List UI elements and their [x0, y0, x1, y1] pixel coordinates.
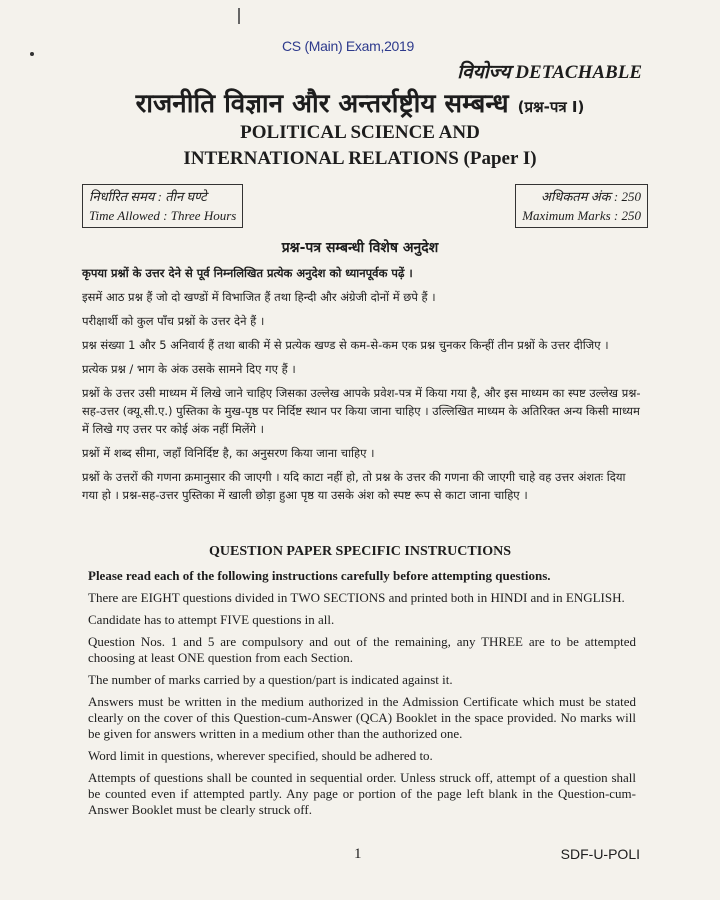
punch-dot [30, 52, 34, 56]
time-allowed-box [82, 184, 243, 228]
english-instruction: Question Nos. 1 and 5 are compulsory and out of the remaining, any THREE are to be attempted choosing at least ONE question from each Section. [88, 634, 636, 665]
hindi-instruction: प्रत्येक प्रश्न / भाग के अंक उसके सामने दिए गए हैं । [82, 362, 296, 376]
paper-code: SDF-U-POLI [560, 846, 640, 862]
english-title-line1: POLITICAL SCIENCE AND [240, 122, 480, 143]
hindi-instructions [82, 264, 642, 510]
hindi-title-paper: (प्रश्न-पत्र I) [517, 98, 585, 116]
time-allowed-hindi: निर्धारित समय : तीन घण्टे [89, 189, 207, 204]
maximum-marks-hindi: अधिकतम अंक : 250 [541, 189, 641, 204]
hindi-instruction: प्रश्न संख्या 1 और 5 अनिवार्य हैं तथा बाकी में से प्रत्येक खण्ड से कम-से-कम एक प्रश्न चुनकर किन्हीं तीन प्रश्नों के उत्तर दीजिए । [82, 338, 609, 352]
time-allowed-english: Time Allowed : Three Hours [89, 208, 237, 223]
detachable-label: वियोज्य DETACHABLE [457, 62, 642, 83]
hindi-instruction: इसमें आठ प्रश्न हैं जो दो खण्डों में विभाजित हैं तथा हिन्दी और अंग्रेजी दोनों में छपे हैं । [82, 290, 436, 304]
english-instructions-heading: QUESTION PAPER SPECIFIC INSTRUCTIONS [209, 544, 511, 559]
exam-stamp: CS (Main) Exam,2019 [282, 38, 415, 54]
hindi-title [0, 84, 720, 120]
hindi-instruction: प्रश्नों में शब्द सीमा, जहाँ विनिर्दिष्ट है, का अनुसरण किया जाना चाहिए । [82, 446, 375, 460]
english-instruction: Word limit in questions, wherever specified, should be adhered to. [88, 748, 433, 763]
hindi-instruction: परीक्षार्थी को कुल पाँच प्रश्नों के उत्तर देने हैं । [82, 314, 265, 328]
hindi-instruction: प्रश्नों के उत्तरों की गणना क्रमानुसार की जाएगी । यदि काटा नहीं हो, तो प्रश्न के उत्तर की गणना की जाएगी चाहे वह उत्तर अंशतः दिया गया हो । प्रश्न-सह-उत्तर पुस्तिका में खाली छोड़ा हुआ पृष्ठ या उसके अंश को स्पष्ट रूप से काटा जाना चाहिए । [82, 470, 626, 502]
english-instructions [88, 568, 636, 824]
maximum-marks-box [515, 184, 648, 228]
english-instruction: Please read each of the following instructions carefully before attempting questions. [88, 568, 551, 583]
english-instruction: Candidate has to attempt FIVE questions in all. [88, 612, 335, 627]
english-instruction: The number of marks carried by a question/part is indicated against it. [88, 672, 453, 687]
hindi-instruction: कृपया प्रश्नों के उत्तर देने से पूर्व निम्नलिखित प्रत्येक अनुदेश को ध्यानपूर्वक पढ़ें । [82, 266, 413, 280]
english-instruction: There are EIGHT questions divided in TWO SECTIONS and printed both in HINDI and in ENGLISH. [88, 590, 625, 605]
hindi-instructions-heading: प्रश्न-पत्र सम्बन्धी विशेष अनुदेश [281, 240, 439, 256]
english-instruction: Attempts of questions shall be counted in sequential order. Unless struck off, attempt of a question shall be counted even if attempted partly. Any page or portion of the page left blank in the Question-cum-Answer Booklet must be clearly struck off. [88, 770, 636, 817]
english-instruction: Answers must be written in the medium authorized in the Admission Certificate which must be stated clearly on the cover of this Question-cum-Answer (QCA) Booklet in the space provided. No marks will be given for answers written in a medium other than the authorized one. [88, 694, 636, 741]
english-title [0, 120, 720, 172]
page-number: 1 [354, 846, 362, 862]
maximum-marks-english: Maximum Marks : 250 [522, 208, 641, 223]
hindi-instruction: प्रश्नों के उत्तर उसी माध्यम में लिखे जाने चाहिए जिसका उल्लेख आपके प्रवेश-पत्र में किया गया है, और इस माध्यम का स्पष्ट उल्लेख प्रश्न-सह-उत्तर (क्यू.सी.ए.) पुस्तिका के मुख-पृष्ठ पर निर्दिष्ट स्थान पर किया जाना चाहिए । उल्लिखित माध्यम के अतिरिक्त अन्य किसी माध्यम में लिखे गए उत्तर पर कोई अंक नहीं मिलेंगे । [82, 386, 641, 436]
hindi-title-main: राजनीति विज्ञान और अन्तर्राष्ट्रीय सम्बन्ध [135, 89, 509, 119]
english-title-line2: INTERNATIONAL RELATIONS (Paper I) [183, 148, 537, 169]
staple-mark [238, 8, 240, 24]
